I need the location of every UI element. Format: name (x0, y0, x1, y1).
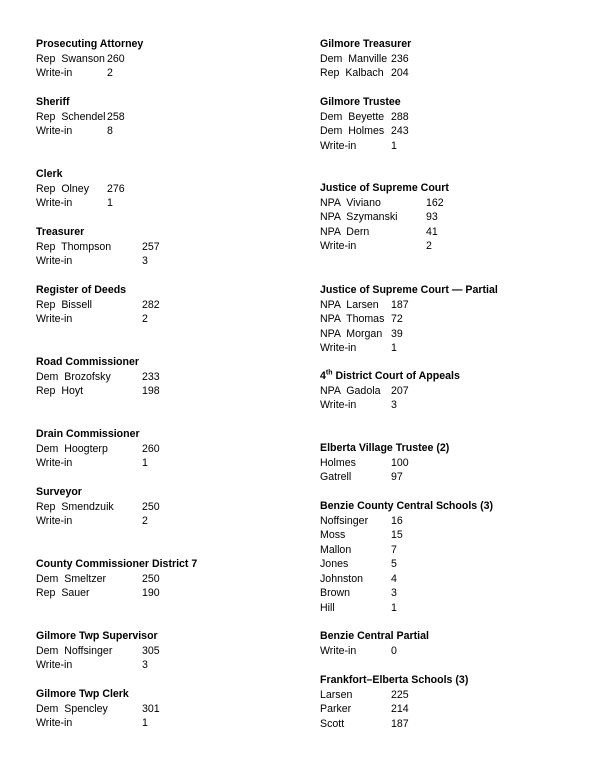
candidate-name: Parker (320, 703, 352, 715)
vote-count: 204 (391, 67, 409, 79)
candidate-name: Write-in (320, 342, 357, 354)
race-sheriff (36, 95, 296, 139)
race-title (36, 485, 296, 500)
candidate-row (320, 298, 580, 313)
candidate-name: Noffsinger (320, 514, 369, 527)
race-drain-commissioner (36, 427, 296, 471)
vote-count: 1 (142, 457, 148, 469)
candidate-row (320, 52, 580, 67)
candidate-name: NPA Szymanski (320, 211, 398, 223)
candidate-name: Rep Bissell (36, 298, 92, 311)
candidate-name: NPA Dern (320, 225, 370, 238)
candidate-name: NPA Thomas (320, 313, 385, 325)
race-justice-of-supreme-court-partial (320, 283, 580, 356)
vote-count: 15 (391, 529, 403, 541)
race-title (320, 37, 580, 52)
race-title-text: Surveyor (36, 486, 82, 498)
vote-count: 3 (142, 255, 148, 267)
vote-count: 301 (142, 702, 160, 715)
race-title-text: Road Commissioner (36, 356, 140, 368)
vote-count: 1 (142, 717, 148, 729)
candidate-name: Rep Kalbach (320, 67, 384, 79)
race-gilmore-treasurer (320, 37, 580, 81)
candidate-row (36, 644, 296, 659)
candidate-name: Holmes (320, 456, 356, 469)
candidate-name: Write-in (320, 240, 357, 252)
vote-count: 276 (107, 182, 125, 195)
race-title-text: Register of Deeds (36, 284, 127, 296)
vote-count: 3 (391, 587, 397, 599)
race-benzie-county-central-schools-3 (320, 499, 580, 615)
vote-count: 305 (142, 644, 160, 657)
vote-count: 250 (142, 572, 160, 585)
candidate-name: Dem Manville (320, 52, 388, 65)
vote-count: 2 (107, 67, 113, 79)
candidate-name: Write-in (36, 313, 73, 325)
candidate-name: Larsen (320, 688, 353, 701)
candidate-name: Rep Swanson (36, 52, 105, 65)
candidate-name: Write-in (36, 457, 73, 469)
race-title-text: Benzie County Central Schools (3) (320, 500, 494, 512)
vote-count: 260 (142, 442, 160, 455)
vote-count: 236 (391, 52, 409, 65)
race-title-text: Clerk (36, 168, 63, 180)
candidate-row (320, 702, 580, 717)
vote-count: 225 (391, 688, 409, 701)
vote-count: 187 (391, 717, 409, 730)
vote-count: 0 (391, 644, 397, 657)
race-title-rest: District Court of Appeals (332, 370, 460, 382)
race-title (320, 629, 580, 644)
vote-count: 214 (391, 703, 409, 715)
race-elberta-village-trustee-2 (320, 441, 580, 485)
vote-count: 243 (391, 125, 409, 137)
candidate-row (36, 254, 296, 269)
vote-count: 3 (142, 659, 148, 671)
candidate-name: Write-in (36, 515, 73, 527)
race-clerk (36, 167, 296, 211)
candidate-name: Write-in (36, 717, 73, 729)
candidate-row (36, 370, 296, 385)
race-title (320, 499, 580, 514)
race-title (36, 427, 296, 442)
vote-count: 282 (142, 298, 160, 311)
candidate-row (36, 240, 296, 255)
candidate-name: NPA Viviano (320, 196, 381, 209)
candidate-row (36, 384, 296, 399)
race-benzie-central-partial (320, 629, 580, 658)
candidate-name: Mallon (320, 543, 352, 556)
candidate-row (320, 210, 580, 225)
race-title (320, 283, 580, 298)
race-title-text: Drain Commissioner (36, 428, 140, 440)
vote-count: 250 (142, 500, 160, 513)
vote-count: 16 (391, 514, 403, 527)
candidate-name: Rep Smendzuik (36, 500, 114, 513)
candidate-row (320, 557, 580, 572)
candidate-row (320, 384, 580, 399)
race-title-text: Gilmore Twp Supervisor (36, 630, 158, 642)
candidate-name: Scott (320, 717, 345, 730)
race-title (320, 369, 580, 384)
candidate-row (36, 586, 296, 601)
candidate-name: NPA Morgan (320, 327, 383, 340)
candidate-row (320, 717, 580, 732)
vote-count: 1 (391, 601, 397, 614)
candidate-row (36, 182, 296, 197)
vote-count: 8 (107, 125, 113, 137)
vote-count: 288 (391, 110, 409, 123)
candidate-name: Write-in (320, 644, 357, 657)
candidate-name: Hill (320, 601, 335, 614)
candidate-row (320, 110, 580, 125)
candidate-row (36, 66, 296, 81)
candidate-name: Gatrell (320, 471, 352, 483)
vote-count: 257 (142, 240, 160, 253)
race-title (36, 557, 296, 572)
candidate-row (320, 196, 580, 211)
race-title-text: Gilmore Twp Clerk (36, 688, 129, 700)
vote-count: 258 (107, 110, 125, 123)
vote-count: 39 (391, 327, 403, 340)
candidate-name: Write-in (36, 67, 73, 79)
vote-count: 2 (426, 240, 432, 252)
vote-count: 93 (426, 211, 438, 223)
candidate-row (320, 456, 580, 471)
candidate-row (320, 341, 580, 356)
candidate-name: Rep Olney (36, 182, 89, 195)
vote-count: 7 (391, 543, 397, 556)
candidate-row (320, 312, 580, 327)
race-surveyor (36, 485, 296, 529)
vote-count: 198 (142, 385, 160, 397)
candidate-row (320, 572, 580, 587)
candidate-row (320, 124, 580, 139)
race-title (36, 167, 296, 182)
race-title (36, 283, 296, 298)
vote-count: 1 (391, 342, 397, 354)
candidate-row (320, 327, 580, 342)
vote-count: 207 (391, 384, 409, 397)
vote-count: 187 (391, 298, 409, 311)
candidate-name: Rep Hoyt (36, 385, 84, 397)
race-title-superscript: th (325, 369, 333, 377)
race-title (320, 95, 580, 110)
candidate-name: Brown (320, 587, 351, 599)
candidate-name: Write-in (320, 399, 357, 411)
candidate-row (320, 543, 580, 558)
vote-count: 5 (391, 558, 397, 570)
vote-count: 260 (107, 52, 125, 65)
candidate-row (320, 139, 580, 154)
race-title-text: Prosecuting Attorney (36, 38, 144, 50)
candidate-name: NPA Gadola (320, 384, 381, 397)
candidate-row (36, 124, 296, 139)
vote-count: 190 (142, 587, 160, 599)
race-title-text: Sheriff (36, 96, 70, 108)
candidate-row (36, 312, 296, 327)
candidate-row (320, 688, 580, 703)
candidate-row (320, 586, 580, 601)
candidate-row (320, 225, 580, 240)
race-title (320, 181, 580, 196)
candidate-row (320, 470, 580, 485)
candidate-name: Johnston (320, 572, 363, 585)
candidate-row (36, 52, 296, 67)
race-gilmore-trustee (320, 95, 580, 153)
vote-count: 1 (391, 139, 397, 152)
candidate-name: Write-in (36, 255, 73, 267)
candidate-row (36, 716, 296, 731)
candidate-row (320, 66, 580, 81)
candidate-row (36, 702, 296, 717)
candidate-name: Dem Holmes (320, 125, 385, 137)
race-prosecuting-attorney (36, 37, 296, 81)
race-title-text: County Commissioner District 7 (36, 558, 198, 570)
race-gilmore-twp-clerk (36, 687, 296, 731)
candidate-row (320, 644, 580, 659)
candidate-row (36, 196, 296, 211)
candidate-row (320, 514, 580, 529)
candidate-row (36, 442, 296, 457)
vote-count: 3 (391, 399, 397, 411)
race-4th-district-court-of-appeals (320, 369, 580, 413)
candidate-name: Rep Thompson (36, 240, 112, 253)
candidate-name: Dem Noffsinger (36, 644, 113, 657)
candidate-name: Dem Hoogterp (36, 442, 108, 455)
race-title-text: Frankfort–Elberta Schools (3) (320, 674, 469, 686)
candidate-name: Rep Sauer (36, 587, 90, 599)
race-county-commissioner-district-7 (36, 557, 296, 601)
candidate-row (320, 239, 580, 254)
vote-count: 72 (391, 313, 403, 325)
vote-count: 162 (426, 196, 444, 209)
candidate-row (36, 572, 296, 587)
vote-count: 41 (426, 225, 438, 238)
candidate-row (36, 456, 296, 471)
race-title-text: Treasurer (36, 226, 85, 238)
race-title-text: Justice of Supreme Court — Partial (320, 284, 498, 296)
candidate-name: Jones (320, 558, 349, 570)
candidate-name: Dem Smeltzer (36, 572, 107, 585)
race-road-commissioner (36, 355, 296, 399)
race-register-of-deeds (36, 283, 296, 327)
race-treasurer (36, 225, 296, 269)
candidate-row (320, 601, 580, 616)
candidate-name: NPA Larsen (320, 298, 379, 311)
candidate-name: Moss (320, 529, 346, 541)
vote-count: 1 (107, 197, 113, 209)
race-title (36, 355, 296, 370)
candidate-name: Write-in (36, 197, 73, 209)
race-title-text: Gilmore Trustee (320, 96, 401, 108)
race-title (320, 441, 580, 456)
candidate-name: Dem Beyette (320, 110, 385, 123)
vote-count: 233 (142, 370, 160, 383)
race-title (36, 629, 296, 644)
race-title (320, 673, 580, 688)
race-title (36, 95, 296, 110)
candidate-name: Write-in (36, 659, 73, 671)
race-gilmore-twp-supervisor (36, 629, 296, 673)
race-title-text: Justice of Supreme Court (320, 182, 449, 194)
race-title-text: Elberta Village Trustee (2) (320, 442, 450, 454)
candidate-row (36, 658, 296, 673)
candidate-row (320, 398, 580, 413)
candidate-row (320, 528, 580, 543)
race-title (36, 687, 296, 702)
candidate-name: Dem Brozofsky (36, 370, 111, 383)
candidate-name: Write-in (36, 125, 73, 137)
vote-count: 2 (142, 515, 148, 527)
race-title-text: 4 (320, 370, 326, 382)
vote-count: 100 (391, 456, 409, 469)
vote-count: 97 (391, 471, 403, 483)
candidate-row (36, 500, 296, 515)
vote-count: 2 (142, 313, 148, 325)
candidate-row (36, 298, 296, 313)
race-frankfort-elberta-schools-3 (320, 673, 580, 731)
race-title-text: Benzie Central Partial (320, 630, 429, 642)
candidate-name: Dem Spencley (36, 702, 108, 715)
candidate-name: Rep Schendel (36, 110, 106, 123)
candidate-row (36, 110, 296, 125)
race-justice-of-supreme-court (320, 181, 580, 254)
candidate-row (36, 514, 296, 529)
candidate-name: Write-in (320, 139, 357, 152)
race-title (36, 37, 296, 52)
race-title-text: Gilmore Treasurer (320, 38, 412, 50)
race-title (36, 225, 296, 240)
vote-count: 4 (391, 572, 397, 585)
